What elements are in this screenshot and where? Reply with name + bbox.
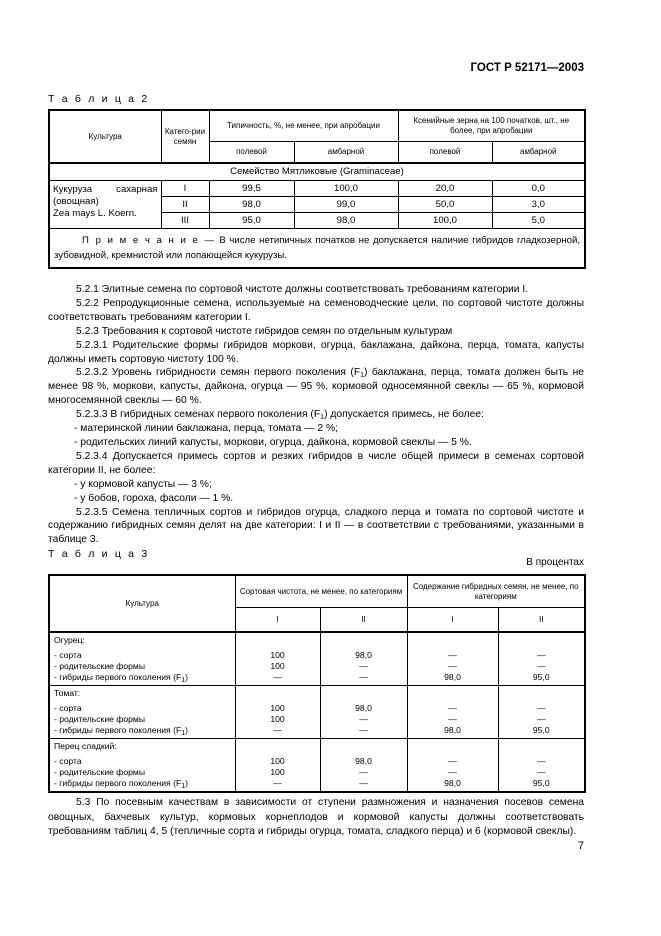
cell-value: 98,0 xyxy=(355,703,372,713)
row-label: - гибриды первого поколения (F xyxy=(54,778,182,788)
table-3 xyxy=(48,574,586,793)
cell-value: 98,0 xyxy=(355,650,372,660)
row-label: - сорта xyxy=(54,703,82,713)
cell-value: — xyxy=(359,661,368,671)
t2-row3-typ-field: 95,0 xyxy=(209,213,294,229)
t2-header-category: Катего-рии семян xyxy=(161,110,209,163)
t3-header-purity: Сортовая чистота, не менее, по категориям xyxy=(235,575,407,608)
subscript-1: 1 xyxy=(181,783,186,790)
cell-value: 95,0 xyxy=(532,778,550,788)
cell-value: 98,0 xyxy=(355,756,372,766)
t2-row3-xen-field: 100,0 xyxy=(398,213,492,229)
cell-value: — xyxy=(359,778,368,788)
table-3-unit: В процентах xyxy=(526,557,584,568)
t2-note-label: П р и м е ч а н и е — xyxy=(82,235,216,246)
cell-value: — xyxy=(448,767,457,777)
t2-note xyxy=(49,229,585,269)
t3-cucumber-purity-1 xyxy=(235,632,320,686)
cell-value: — xyxy=(273,725,282,735)
cell-value: — xyxy=(359,714,368,724)
cell-value: — xyxy=(359,725,368,735)
para-5-2-3-3 xyxy=(48,408,584,422)
table-2-caption: Т а б л и ц а 2 xyxy=(48,93,150,105)
table-3-caption: Т а б л и ц а 3 xyxy=(48,548,150,560)
subscript-1: 1 xyxy=(181,730,186,737)
cell-value: 100 xyxy=(270,714,285,724)
t2-header-xenia-field: полевой xyxy=(398,142,492,164)
t3-pepper-purity-2 xyxy=(320,739,407,793)
t3-tomato-hybrid-1 xyxy=(407,686,498,739)
t3-cucumber-hybrid-2 xyxy=(498,632,585,686)
para-5-2-3-2-end: ) баклажана, перца, томата должен быть не менее 98 %, моркови, капусты, дайкона, огурца — 95 %, кормовой односемянной свеклы — 65 %, кормовой многосемянной свеклы — 60 %. xyxy=(48,367,584,407)
page-number: 7 xyxy=(577,840,584,852)
cell-value: — xyxy=(359,672,368,682)
para-5-2-2: 5.2.2 Репродукционные семена, используемые на семеноводческие цели, по сортовой чистоте должны соответствовать требованиям категории I. xyxy=(48,297,584,323)
para-5-2-3-2-start: 5.2.3.2 Уровень гибридности семян первого поколения (F xyxy=(76,367,361,379)
para-5-2-3-3-end: ) допускается примесь, не более: xyxy=(324,409,484,421)
cell-value: — xyxy=(536,650,546,660)
cell-value: 100 xyxy=(270,661,285,671)
t3-header-culture: Культура xyxy=(49,575,235,632)
cell-value: — xyxy=(273,672,282,682)
t2-header-xenia-barn: амбарной xyxy=(492,142,585,164)
cell-value: 95,0 xyxy=(532,672,550,682)
t2-culture-name: Кукуруза сахарная (овощная) xyxy=(53,184,158,207)
t2-header-typicity-barn: амбарной xyxy=(294,142,398,164)
t3-pepper-hybrid-1 xyxy=(407,739,498,793)
t3-tomato-purity-1 xyxy=(235,686,320,739)
subscript-1: 1 xyxy=(320,414,325,422)
row-label: - родительские формы xyxy=(54,767,145,777)
t2-row2-cat: II xyxy=(161,197,209,213)
para-5-2-3-1: 5.2.3.1 Родительские формы гибридов моркови, огурца, баклажана, дайкона, перца, томата, капусты должны иметь сортовую чистоту 100 %. xyxy=(48,339,584,365)
list-item: - родительских линий капусты, моркови, огурца, дайкона, кормовой свеклы — 5 %. xyxy=(74,436,472,448)
t3-header-hybrid: Содержание гибридных семян, не менее, по категориям xyxy=(407,575,585,608)
t3-header-purity-cat1: I xyxy=(235,608,320,632)
cell-value: — xyxy=(448,703,457,713)
t2-row3-typ-barn: 98,0 xyxy=(294,213,398,229)
cell-value: — xyxy=(536,714,546,724)
list-item: - у бобов, гороха, фасоли — 1 %. xyxy=(74,492,234,504)
cell-value: 100 xyxy=(270,650,285,660)
t3-group-tomato xyxy=(49,686,235,739)
table-2 xyxy=(48,109,586,269)
t3-header-hybrid-cat2: II xyxy=(498,608,585,632)
group-name: Огурец: xyxy=(54,635,85,645)
t2-row2-typ-field: 98,0 xyxy=(209,197,294,213)
section-5-2 xyxy=(48,283,584,547)
subscript-1: 1 xyxy=(181,677,186,684)
t3-header-purity-cat2: II xyxy=(320,608,407,632)
row-label: - гибриды первого поколения (F xyxy=(54,672,182,682)
t2-header-typicity: Типичность, %, не менее, при апробации xyxy=(209,110,398,142)
t2-header-xenia: Ксенийные зерна на 100 початков, шт., не более, при апробации xyxy=(398,110,585,142)
cell-value: — xyxy=(536,703,546,713)
cell-value: — xyxy=(536,756,546,766)
cell-value: — xyxy=(359,767,368,777)
list-item: - у кормовой капусты — 3 %; xyxy=(74,478,212,490)
t2-header-culture: Культура xyxy=(49,110,161,163)
t3-cucumber-hybrid-1 xyxy=(407,632,498,686)
cell-value: 98,0 xyxy=(444,725,461,735)
subscript-1: 1 xyxy=(360,372,365,380)
t3-tomato-purity-2 xyxy=(320,686,407,739)
t2-row1-typ-barn: 100,0 xyxy=(294,181,398,197)
t2-culture-cell xyxy=(49,181,161,229)
t2-row1-cat: I xyxy=(161,181,209,197)
t2-row1-xen-barn: 0,0 xyxy=(492,181,585,197)
section-5-3 xyxy=(48,796,584,840)
cell-value: — xyxy=(536,661,546,671)
para-5-2-3: 5.2.3 Требования к сортовой чистоте гибридов семян по отдельным культурам xyxy=(76,325,453,337)
para-5-2-3-2 xyxy=(48,366,584,408)
t3-group-cucumber xyxy=(49,632,235,686)
para-5-2-3-5: 5.2.3.5 Семена тепличных сортов и гибридов огурца, сладкого перца и томата по сортовой чистоте и содержанию гибридных семян делят на две категории: I и II — в соответствии с требованиями, указанными в таблице 3. xyxy=(48,506,584,546)
cell-value: 100 xyxy=(270,767,285,777)
row-label: - родительские формы xyxy=(54,661,145,671)
t3-pepper-hybrid-2 xyxy=(498,739,585,793)
list-item: - материнской линии баклажана, перца, томата — 2 %; xyxy=(74,423,339,435)
para-5-3: 5.3 По посевным качествам в зависимости от ступени размножения и назначения посевов семена овощных, бахчевых культур, кормовых корнеплодов и кормовой капусты должны соответствовать требованиям таблиц 4, 5 (тепличные сорта и гибриды огурца, томата, сладкого перца) и 6 (кормовой свеклы). xyxy=(48,797,584,838)
t3-cucumber-purity-2 xyxy=(320,632,407,686)
row-label: - гибриды первого поколения (F xyxy=(54,725,182,735)
t2-culture-latin: Zea mays L. Koern. xyxy=(53,208,137,219)
t2-row2-xen-barn: 3,0 xyxy=(492,197,585,213)
cell-value: — xyxy=(448,650,457,660)
t2-note-text: В числе нетипичных початков не допускается наличие гибридов гладкозерной, зубовидной, кремнистой или лопающейся кукурузы. xyxy=(54,235,580,261)
cell-value: — xyxy=(536,767,546,777)
para-5-2-3-4: 5.2.3.4 Допускается примесь сортов и резких гибридов в числе общей примеси в семенах сортовой категории II, не более: xyxy=(48,450,584,476)
t2-row1-typ-field: 99,5 xyxy=(209,181,294,197)
cell-value: 95,0 xyxy=(532,725,550,735)
cell-value: — xyxy=(448,756,457,766)
t2-row3-cat: III xyxy=(161,213,209,229)
t2-row2-typ-barn: 99,0 xyxy=(294,197,398,213)
group-name: Томат: xyxy=(54,688,81,698)
cell-value: — xyxy=(273,778,282,788)
t2-row3-xen-barn: 5,0 xyxy=(492,213,585,229)
t3-header-hybrid-cat1: I xyxy=(407,608,498,632)
group-name: Перец сладкий: xyxy=(54,741,117,751)
t2-family-row: Семейство Мятликовые (Gramіnасеае) xyxy=(49,163,585,181)
para-5-2-3-3-start: 5.2.3.3 В гибридных семенах первого поколения (F xyxy=(76,409,321,421)
t3-tomato-hybrid-2 xyxy=(498,686,585,739)
row-label-end: ) xyxy=(185,725,188,735)
t3-group-pepper xyxy=(49,739,235,793)
row-label-end: ) xyxy=(185,672,188,682)
cell-value: 98,0 xyxy=(444,672,461,682)
cell-value: 100 xyxy=(270,703,285,713)
row-label-end: ) xyxy=(185,778,188,788)
cell-value: — xyxy=(448,714,457,724)
t2-header-typicity-field: полевой xyxy=(209,142,294,164)
row-label: - родительские формы xyxy=(54,714,145,724)
row-label: - сорта xyxy=(54,756,82,766)
t2-row2-xen-field: 50,0 xyxy=(398,197,492,213)
row-label: - сорта xyxy=(54,650,82,660)
cell-value: 100 xyxy=(270,756,285,766)
cell-value: — xyxy=(448,661,457,671)
t2-row1-xen-field: 20,0 xyxy=(398,181,492,197)
cell-value: 98,0 xyxy=(444,778,461,788)
standard-number: ГОСТ Р 52171—2003 xyxy=(470,62,584,74)
para-5-2-1: 5.2.1 Элитные семена по сортовой чистоте должны соответствовать требованиям категории I. xyxy=(76,284,529,295)
t3-pepper-purity-1 xyxy=(235,739,320,793)
